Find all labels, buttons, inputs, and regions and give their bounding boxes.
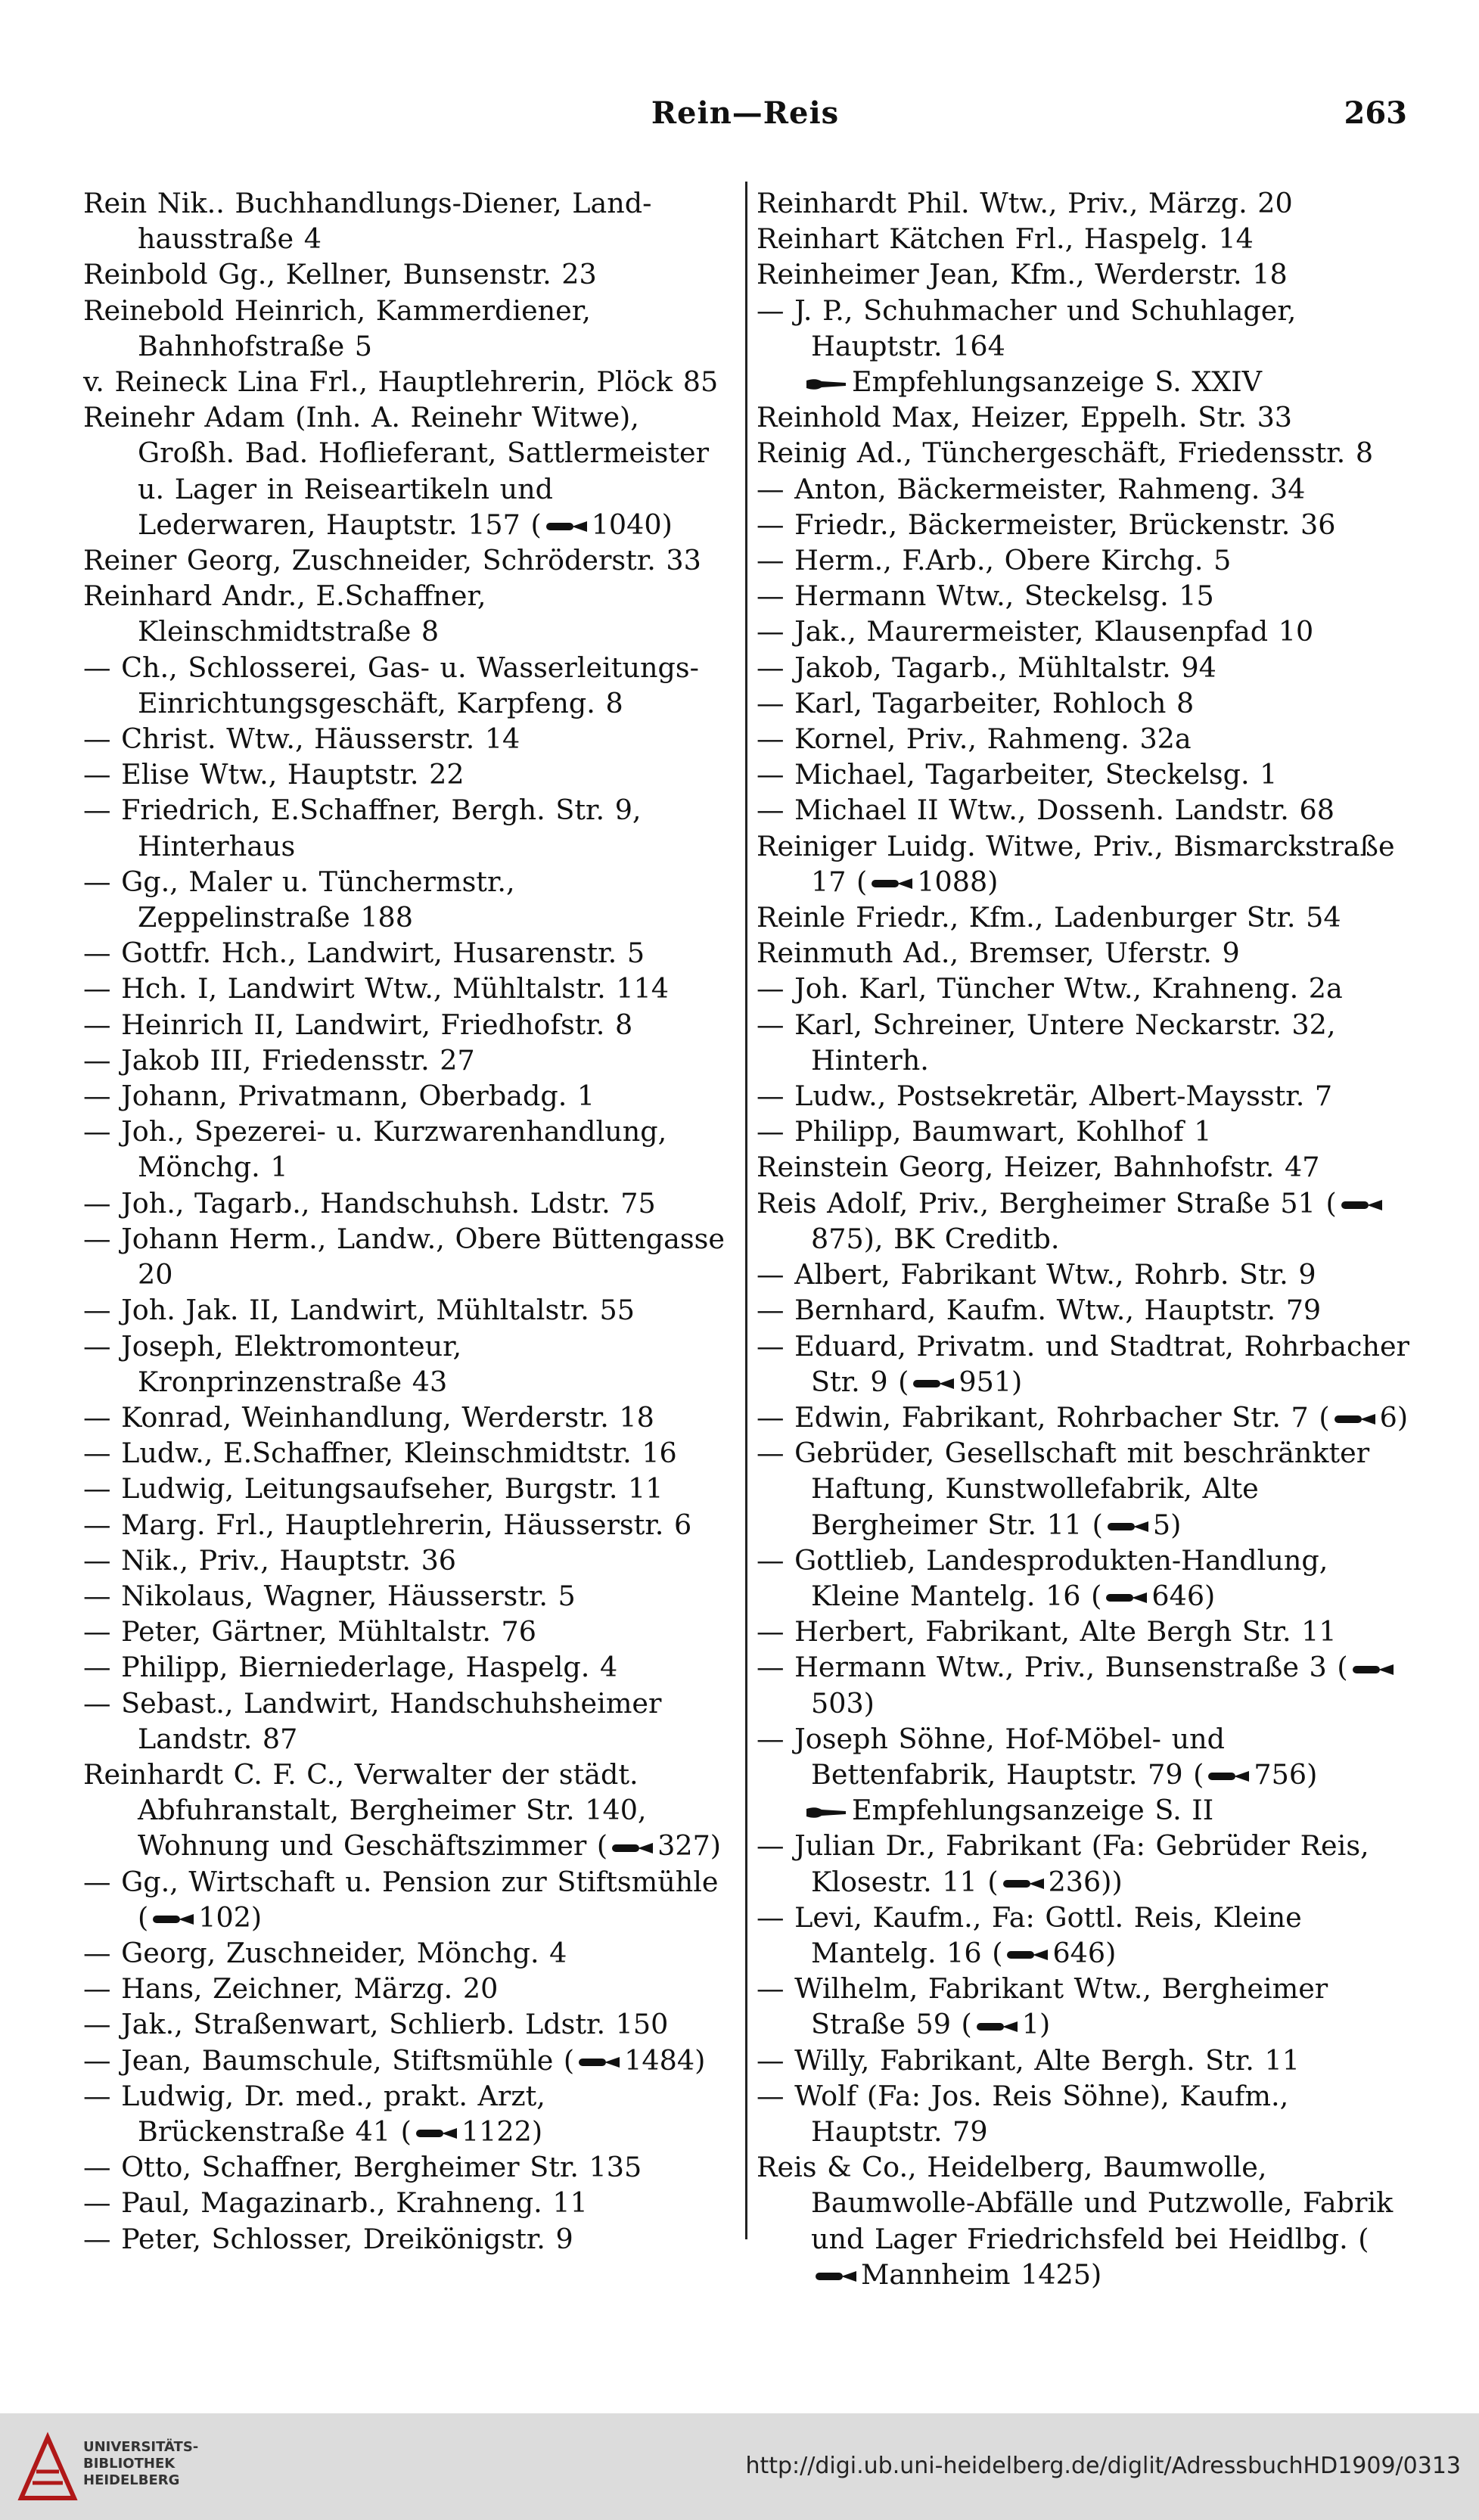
entry-text: — Konrad, Weinhandlung, Werderstr. 18 <box>83 1400 654 1434</box>
directory-entry <box>757 1292 1415 1328</box>
directory-entry <box>83 1400 734 1435</box>
directory-entry <box>757 1900 1415 1971</box>
directory-entry <box>757 614 1415 649</box>
entry-text: — Wilhelm, Fabrikant Wtw., Bergheimer Straße 59 ( <box>757 1972 1328 2041</box>
directory-entry <box>83 185 734 256</box>
entry-phone: 756) <box>1254 1757 1318 1791</box>
entry-text: — Nikolaus, Wagner, Häusserstr. 5 <box>83 1579 576 1612</box>
entry-text: — Albert, Fabrikant Wtw., Rohrb. Str. 9 <box>757 1258 1316 1291</box>
directory-entry <box>757 828 1415 900</box>
telephone-icon <box>577 2054 621 2071</box>
directory-entry <box>757 2149 1415 2292</box>
entry-text: — Philipp, Bierniederlage, Haspelg. 4 <box>83 1651 618 1684</box>
entry-text: — Joh., Tagarb., Handschuhsh. Ldstr. 75 <box>83 1186 656 1220</box>
directory-entry <box>83 1328 734 1400</box>
page-number: 263 <box>1344 95 1407 131</box>
entry-text: — Joh., Spezerei- u. Kurzwarenhandlung, Mönchg. 1 <box>83 1115 667 1184</box>
entry-text: Reiniger Luidg. Witwe, Priv., Bismarckstraße 17 ( <box>757 829 1395 898</box>
directory-entry <box>83 2006 734 2042</box>
pointing-hand-icon <box>805 376 849 393</box>
directory-entry <box>83 650 734 721</box>
directory-entry <box>83 792 734 863</box>
entry-text: — Ch., Schlosserei, Gas- u. Wasserleitungs-Einrichtungsgeschäft, Karpfeng. 8 <box>83 651 699 719</box>
entry-phone: 646) <box>1151 1579 1216 1612</box>
footer-bar <box>0 2413 1479 2520</box>
entry-text: — Jakob III, Friedensstr. 27 <box>83 1043 475 1077</box>
directory-entry <box>83 1543 734 1578</box>
entry-text: — Jak., Maurermeister, Klausenpfad 10 <box>757 615 1314 648</box>
entry-text: — Marg. Frl., Hauptlehrerin, Häusserstr. 6 <box>83 1508 692 1541</box>
directory-entry <box>83 1686 734 1757</box>
library-logo-icon <box>14 2430 82 2506</box>
telephone-icon <box>1106 1518 1150 1535</box>
directory-entry <box>83 1757 734 1864</box>
entry-text: Reinle Friedr., Kfm., Ladenburger Str. 54 <box>757 901 1341 934</box>
directory-entry <box>83 1578 734 1614</box>
entry-phone: 646) <box>1052 1936 1117 1969</box>
entry-text: — Joh. Karl, Tüncher Wtw., Krahneng. 2a <box>757 972 1343 1005</box>
directory-entry <box>757 1328 1415 1400</box>
directory-entry <box>83 1042 734 1078</box>
entry-text: — Michael, Tagarbeiter, Steckelsg. 1 <box>757 758 1278 791</box>
entry-text: — Joh. Jak. II, Landwirt, Mühltalstr. 55 <box>83 1294 635 1327</box>
right-column <box>757 185 1415 2292</box>
entry-phone: 1040) <box>591 508 673 541</box>
directory-entry <box>83 1649 734 1685</box>
telephone-icon <box>1351 1661 1395 1678</box>
entry-text: — Edwin, Fabrikant, Rohrbacher Str. 7 ( <box>757 1400 1330 1434</box>
telephone-icon <box>1105 1589 1148 1606</box>
directory-entry <box>757 1149 1415 1185</box>
directory-entry <box>757 1721 1415 1792</box>
entry-text: — Otto, Schaffner, Bergheimer Str. 135 <box>83 2151 642 2184</box>
entry-text: Reiner Georg, Zuschneider, Schröderstr. 33 <box>83 544 701 577</box>
directory-entry <box>83 1114 734 1185</box>
entry-text: — Paul, Magazinarb., Krahneng. 11 <box>83 2186 588 2220</box>
entry-text: — Ludwig, Leitungsaufseher, Burgstr. 11 <box>83 1472 663 1505</box>
directory-entry <box>757 2078 1415 2149</box>
entry-phone: 5) <box>1152 1508 1182 1541</box>
entry-phone: 875), BK Creditb. <box>811 1222 1060 1255</box>
entry-text: Reinbold Gg., Kellner, Bunsenstr. 23 <box>83 258 597 291</box>
directory-entry <box>83 364 734 399</box>
advertisement-note <box>757 1792 1415 1828</box>
entry-text: — Jakob, Tagarb., Mühltalstr. 94 <box>757 651 1216 684</box>
page-title: Rein—Reis <box>651 95 840 131</box>
directory-entry <box>757 507 1415 542</box>
telephone-icon <box>975 2018 1019 2035</box>
entry-text: — Herbert, Fabrikant, Alte Bergh Str. 11 <box>757 1615 1337 1648</box>
directory-entry <box>83 864 734 935</box>
directory-entry <box>83 2078 734 2149</box>
directory-entry <box>83 721 734 757</box>
entry-text: Empfehlungsanzeige S. II <box>852 1794 1214 1827</box>
directory-entry <box>83 757 734 792</box>
entry-text: — Bernhard, Kaufm. Wtw., Hauptstr. 79 <box>757 1294 1322 1327</box>
entry-text: — Gg., Wirtschaft u. Pension zur Stiftsmühle ( <box>83 1865 719 1934</box>
column-divider <box>745 182 747 2239</box>
directory-entry <box>83 1078 734 1114</box>
entry-text: — Hermann Wtw., Steckelsg. 15 <box>757 580 1214 613</box>
entry-text: — Joseph, Elektromonteur, Kronprinzenstraße 43 <box>83 1329 462 1398</box>
entry-text: Reinheimer Jean, Kfm., Werderstr. 18 <box>757 258 1288 291</box>
directory-entry <box>757 792 1415 828</box>
entry-text: — Levi, Kaufm., Fa: Gottl. Reis, Kleine Mantelg. 16 ( <box>757 1900 1302 1969</box>
entry-text: — Christ. Wtw., Häusserstr. 14 <box>83 722 520 756</box>
directory-entry <box>83 1971 734 2006</box>
telephone-icon <box>912 1375 955 1392</box>
entry-text: Reis & Co., Heidelberg, Baumwolle, Baumwolle-Abfälle und Putzwolle, Fabrik und Lager Friedrichsfeld bei Heidlbg. ( <box>757 2151 1394 2255</box>
left-column <box>83 185 734 2257</box>
directory-entry <box>757 1614 1415 1649</box>
entry-text: Reinhold Max, Heizer, Eppelh. Str. 33 <box>757 401 1293 434</box>
directory-entry <box>757 435 1415 471</box>
library-name: UNIVERSITÄTS- BIBLIOTHEK HEIDELBERG <box>83 2439 199 2488</box>
directory-entry <box>757 1435 1415 1543</box>
entry-text: Reinebold Heinrich, Kammerdiener, Bahnhofstraße 5 <box>83 294 591 362</box>
directory-entry <box>757 685 1415 721</box>
directory-entry <box>757 221 1415 256</box>
directory-entry <box>757 971 1415 1006</box>
entry-phone: 6) <box>1379 1400 1409 1434</box>
entry-text: — Friedr., Bäckermeister, Brückenstr. 36 <box>757 508 1336 541</box>
entry-text: Reinehr Adam (Inh. A. Reinehr Witwe), Großh. Bad. Hoflieferant, Sattlermeister u. Lager in Reiseartikeln und Lederwaren, Hauptstr. 157 ( <box>83 401 710 541</box>
entry-text: — Karl, Tagarbeiter, Rohloch 8 <box>757 686 1195 719</box>
directory-entry <box>757 2043 1415 2078</box>
entry-text: — Gebrüder, Gesellschaft mit beschränkter Haftung, Kunstwollefabrik, Alte Bergheimer Str. 11 ( <box>757 1437 1370 1541</box>
entry-text: — Herm., F.Arb., Obere Kirchg. 5 <box>757 544 1232 577</box>
source-url-link[interactable]: http://digi.ub.uni-heidelberg.de/diglit/AdressbuchHD1909/0313 <box>745 2453 1461 2479</box>
entry-phone: 1088) <box>917 865 999 898</box>
entry-text: — Willy, Fabrikant, Alte Bergh. Str. 11 <box>757 2043 1300 2077</box>
entry-text: — Heinrich II, Landwirt, Friedhofstr. 8 <box>83 1008 633 1041</box>
telephone-icon <box>1002 1875 1046 1892</box>
entry-text: Reinstein Georg, Heizer, Bahnhofstr. 47 <box>757 1151 1320 1184</box>
entry-text: — Hans, Zeichner, Märzg. 20 <box>83 1972 499 2006</box>
entry-text: — Hermann Wtw., Priv., Bunsenstraße 3 ( <box>757 1651 1348 1684</box>
directory-entry <box>757 1649 1415 1720</box>
entry-text: — Joseph Söhne, Hof-Möbel- und Bettenfabrik, Hauptstr. 79 ( <box>757 1722 1225 1791</box>
directory-entry <box>83 2149 734 2185</box>
entry-text: — Jak., Straßenwart, Schlierb. Ldstr. 150 <box>83 2008 669 2041</box>
directory-entry <box>757 650 1415 685</box>
entry-text: Reinmuth Ad., Bremser, Uferstr. 9 <box>757 937 1240 970</box>
entry-text: Reinhardt Phil. Wtw., Priv., Märzg. 20 <box>757 187 1293 219</box>
directory-entry <box>757 1007 1415 1078</box>
directory-entry <box>757 578 1415 614</box>
entry-text: — Wolf (Fa: Jos. Reis Söhne), Kaufm., Hauptstr. 79 <box>757 2079 1289 2148</box>
directory-entry <box>83 1221 734 1292</box>
entry-text: Reinhardt C. F. C., Verwalter der städt. Abfuhranstalt, Bergheimer Str. 140, Wohnung und Geschäftszimmer ( <box>83 1757 647 1863</box>
entry-text: — Julian Dr., Fabrikant (Fa: Gebrüder Reis, Klosestr. 11 ( <box>757 1829 1369 1898</box>
advertisement-note <box>757 364 1415 399</box>
entry-phone: 327) <box>657 1829 722 1863</box>
entry-phone: 102) <box>198 1900 263 1934</box>
entry-phone: 951) <box>959 1365 1023 1398</box>
page-header <box>83 89 1407 142</box>
directory-entry <box>757 935 1415 971</box>
directory-entry <box>83 399 734 542</box>
directory-entry <box>757 1400 1415 1435</box>
telephone-icon <box>1207 1768 1251 1785</box>
directory-entry <box>83 1007 734 1042</box>
entry-text: — Johann, Privatmann, Oberbadg. 1 <box>83 1080 595 1113</box>
entry-text: Empfehlungsanzeige S. XXIV <box>852 365 1263 399</box>
entry-text: — Anton, Bäckermeister, Rahmeng. 34 <box>757 472 1306 505</box>
directory-entry <box>83 542 734 578</box>
entry-text: — Eduard, Privatm. und Stadtrat, Rohrbacher Str. 9 ( <box>757 1329 1410 1398</box>
directory-entry <box>83 293 734 364</box>
telephone-icon <box>814 2268 858 2285</box>
directory-entry <box>83 1185 734 1221</box>
entry-text: — Hch. I, Landwirt Wtw., Mühltalstr. 114 <box>83 972 669 1005</box>
directory-entry <box>757 542 1415 578</box>
directory-entry <box>83 1935 734 1971</box>
entry-phone: 236)) <box>1048 1865 1123 1898</box>
entry-text: — Philipp, Baumwart, Kohlhof 1 <box>757 1115 1212 1148</box>
directory-entry <box>83 1507 734 1543</box>
entry-text: — Gg., Maler u. Tünchermstr., Zeppelinstraße 188 <box>83 865 515 934</box>
entry-text: — Peter, Gärtner, Mühltalstr. 76 <box>83 1615 536 1648</box>
directory-entry <box>757 185 1415 221</box>
directory-entry <box>757 1114 1415 1149</box>
directory-entry <box>83 2043 734 2078</box>
entry-text: — Nik., Priv., Hauptstr. 36 <box>83 1543 457 1577</box>
entry-text: — Ludw., Postsekretär, Albert-Maysstr. 7 <box>757 1080 1333 1113</box>
entry-text: — Jean, Baumschule, Stiftsmühle ( <box>83 2043 575 2077</box>
telephone-icon <box>1333 1411 1377 1428</box>
directory-entry <box>83 1614 734 1649</box>
entry-text: — Kornel, Priv., Rahmeng. 32a <box>757 722 1192 756</box>
entry-phone: 1122) <box>461 2115 543 2148</box>
entry-phone: 1) <box>1021 2008 1051 2041</box>
entry-text: Reinhard Andr., E.Schaffner, Kleinschmidtstraße 8 <box>83 580 486 648</box>
entry-phone: Mannheim 1425) <box>861 2257 1102 2291</box>
telephone-icon <box>611 1840 654 1857</box>
directory-entry <box>83 935 734 971</box>
directory-entry <box>757 1828 1415 1899</box>
directory-entry <box>757 1971 1415 2042</box>
directory-entry <box>83 578 734 649</box>
entry-text: Reinhart Kätchen Frl., Haspelg. 14 <box>757 222 1254 256</box>
entry-phone: 503) <box>811 1686 875 1720</box>
directory-entry <box>83 256 734 292</box>
entry-text: — Sebast., Landwirt, Handschuhsheimer Landstr. 87 <box>83 1686 662 1755</box>
directory-entry <box>757 1257 1415 1292</box>
directory-entry <box>83 1864 734 1935</box>
directory-entry <box>757 900 1415 935</box>
telephone-icon <box>151 1911 195 1928</box>
telephone-icon <box>1005 1947 1049 1963</box>
directory-entry <box>83 2221 734 2257</box>
directory-entry <box>83 1471 734 1506</box>
directory-entry <box>757 1185 1415 1257</box>
directory-entry <box>757 471 1415 507</box>
directory-entry <box>83 1435 734 1471</box>
entry-text: v. Reineck Lina Frl., Hauptlehrerin, Plöck 85 <box>83 365 719 399</box>
entry-text: — Elise Wtw., Hauptstr. 22 <box>83 758 465 791</box>
directory-entry <box>757 1543 1415 1614</box>
telephone-icon <box>545 518 589 535</box>
entry-text: Rein Nik.. Buchhandlungs-Diener, Land-hausstraße 4 <box>83 187 652 256</box>
entry-phone: 1484) <box>624 2043 706 2077</box>
entry-text: — Ludwig, Dr. med., prakt. Arzt, Brückenstraße 41 ( <box>83 2079 545 2148</box>
directory-entry <box>757 757 1415 792</box>
directory-entry <box>757 256 1415 292</box>
entry-text: Reis Adolf, Priv., Bergheimer Straße 51 ( <box>757 1186 1337 1220</box>
directory-entry <box>83 2185 734 2220</box>
pointing-hand-icon <box>805 1804 849 1821</box>
entry-text: — Ludw., E.Schaffner, Kleinschmidtstr. 16 <box>83 1437 677 1470</box>
entry-text: — Gottlieb, Landesprodukten-Handlung, Kleine Mantelg. 16 ( <box>757 1543 1328 1612</box>
entry-text: Reinig Ad., Tünchergeschäft, Friedensstr. 8 <box>757 437 1374 470</box>
directory-entry <box>757 399 1415 435</box>
entry-text: — Johann Herm., Landw., Obere Büttengasse 20 <box>83 1222 725 1291</box>
entry-text: — Karl, Schreiner, Untere Neckarstr. 32, Hinterh. <box>757 1008 1336 1077</box>
telephone-icon <box>1340 1197 1384 1213</box>
entry-text: — Peter, Schlosser, Dreikönigstr. 9 <box>83 2222 573 2255</box>
directory-entry <box>757 1078 1415 1114</box>
entry-text: — Gottfr. Hch., Landwirt, Husarenstr. 5 <box>83 937 645 970</box>
entry-text: — Georg, Zuschneider, Mönchg. 4 <box>83 1936 567 1969</box>
directory-entry <box>757 293 1415 364</box>
entry-text: — Michael II Wtw., Dossenh. Landstr. 68 <box>757 794 1335 827</box>
entry-text: — Friedrich, E.Schaffner, Bergh. Str. 9, Hinterhaus <box>83 794 642 862</box>
directory-entry <box>83 971 734 1006</box>
directory-entry <box>757 721 1415 757</box>
telephone-icon <box>870 875 914 892</box>
telephone-icon <box>415 2125 458 2142</box>
directory-entry <box>83 1292 734 1328</box>
entry-text: — J. P., Schuhmacher und Schuhlager, Hauptstr. 164 <box>757 294 1297 362</box>
